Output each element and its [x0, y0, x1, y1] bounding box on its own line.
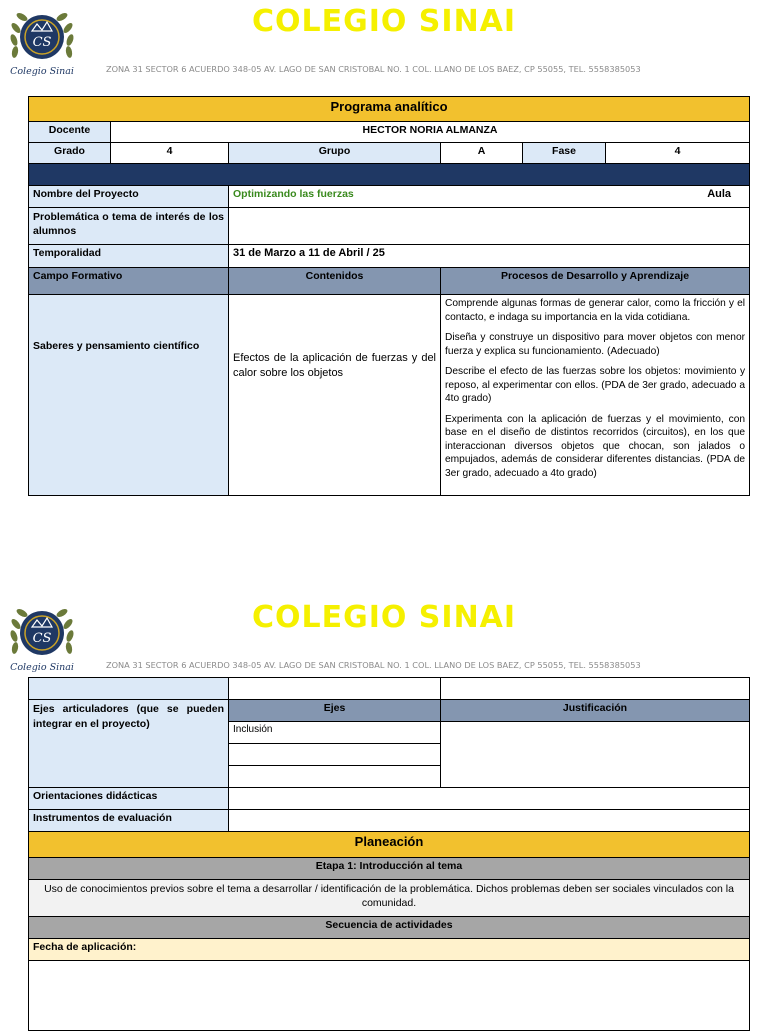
school-title: COLEGIO SINAI: [251, 4, 517, 39]
page2-header: [0, 596, 768, 686]
page1-header: [0, 0, 768, 90]
grupo-value: A: [441, 143, 523, 164]
contenidos-header: Contenidos: [229, 268, 441, 295]
proceso-item: Experimenta con la aplicación de fuerzas y el movimiento, con base en el diseño de distintos recorridos (circuitos), en los que interaccionan diversos objetos que chocan, son jalados o empujados, además de considerar diferentes distancias. (PDA de 3er grado, adecuado a 4to grado): [445, 413, 746, 479]
proceso-item: Describe el efecto de las fuerzas sobre los objetos: movimiento y reposo, al experimentar con ellos. (PDA de 3er grado, adecuado a 4to grado): [445, 366, 746, 404]
school-address: ZONA 31 SECTOR 6 ACUERDO 348-05 AV. LAGO DE SAN CRISTOBAL NO. 1 COL. LLANO DE LOS BAEZ, CP 55055, TEL. 5558385053: [106, 660, 641, 670]
temporalidad-label: Temporalidad: [29, 245, 229, 268]
ejes-blank-1: [229, 678, 441, 700]
planeacion-title: Planeación: [29, 832, 750, 858]
docente-value: HECTOR NORIA ALMANZA: [111, 122, 750, 143]
procesos-list: [441, 295, 750, 496]
grupo-label: Grupo: [229, 143, 441, 164]
logo-caption: Colegio Sinai: [10, 66, 74, 77]
fecha-aplicacion-label: Fecha de aplicación:: [29, 939, 750, 961]
proceso-item: Diseña y construye un dispositivo para mover objetos con menor fuerza y explica su funcionamiento. (Adecuado): [445, 332, 746, 357]
instrumentos-value: [229, 810, 750, 832]
instrumentos-label: Instrumentos de evaluación: [29, 810, 229, 832]
etapa1-title: Etapa 1: Introducción al tema: [29, 858, 750, 880]
contenido-value: Efectos de la aplicación de fuerzas y del calor sobre los objetos: [229, 295, 441, 496]
logo-monogram: CS: [32, 631, 52, 646]
logo-caption: Colegio Sinai: [10, 662, 74, 673]
planeacion-table: [28, 677, 750, 1031]
school-title: COLEGIO SINAI: [251, 600, 517, 635]
orientaciones-value: [229, 788, 750, 810]
justificacion-value: [441, 722, 750, 788]
proyecto-value: Optimizando las fuerzas: [233, 188, 354, 200]
docente-label: Docente: [29, 122, 111, 143]
justificacion-header: Justificación: [441, 700, 750, 722]
secuencia-title: Secuencia de actividades: [29, 917, 750, 939]
grado-value: 4: [111, 143, 229, 164]
ejes-label: Ejes articuladores (que se pueden integrar en el proyecto): [29, 700, 229, 788]
eje-item: [229, 766, 441, 788]
proyecto-cell: [229, 186, 750, 208]
procesos-header: Procesos de Desarrollo y Aprendizaje: [441, 268, 750, 295]
proyecto-label: Nombre del Proyecto: [29, 186, 229, 208]
fase-value: 4: [606, 143, 750, 164]
eje-item: [229, 744, 441, 766]
orientaciones-label: Orientaciones didácticas: [29, 788, 229, 810]
campo-header: Campo Formativo: [29, 268, 229, 295]
campo-value: Saberes y pensamiento científico: [29, 295, 229, 496]
etapa1-description: Uso de conocimientos previos sobre el tema a desarrollar / identificación de la problemática. Dichos problemas deben ser sociales vinculados con la comunidad.: [29, 880, 750, 917]
eje-item: Inclusión: [229, 722, 441, 744]
problematica-label: Problemática o tema de interés de los alumnos: [29, 208, 229, 245]
programa-analitico-table: [28, 96, 750, 496]
temporalidad-value: 31 de Marzo a 11 de Abril / 25: [229, 245, 750, 268]
aula-label: Aula: [707, 188, 732, 200]
ejes-blank-label: [29, 678, 229, 700]
ejes-header: Ejes: [229, 700, 441, 722]
grado-label: Grado: [29, 143, 111, 164]
ejes-blank-2: [441, 678, 750, 700]
problematica-value: [229, 208, 750, 245]
navy-divider: [29, 164, 750, 186]
actividades-area: [29, 961, 750, 1031]
programa-title: Programa analítico: [29, 97, 750, 122]
fase-label: Fase: [523, 143, 606, 164]
school-address: ZONA 31 SECTOR 6 ACUERDO 348-05 AV. LAGO DE SAN CRISTOBAL NO. 1 COL. LLANO DE LOS BAEZ, CP 55055, TEL. 5558385053: [106, 64, 641, 74]
logo-monogram: CS: [32, 35, 52, 50]
proceso-item: Comprende algunas formas de generar calor, como la fricción y el contacto, e indaga su importancia en la vida cotidiana.: [445, 298, 746, 323]
